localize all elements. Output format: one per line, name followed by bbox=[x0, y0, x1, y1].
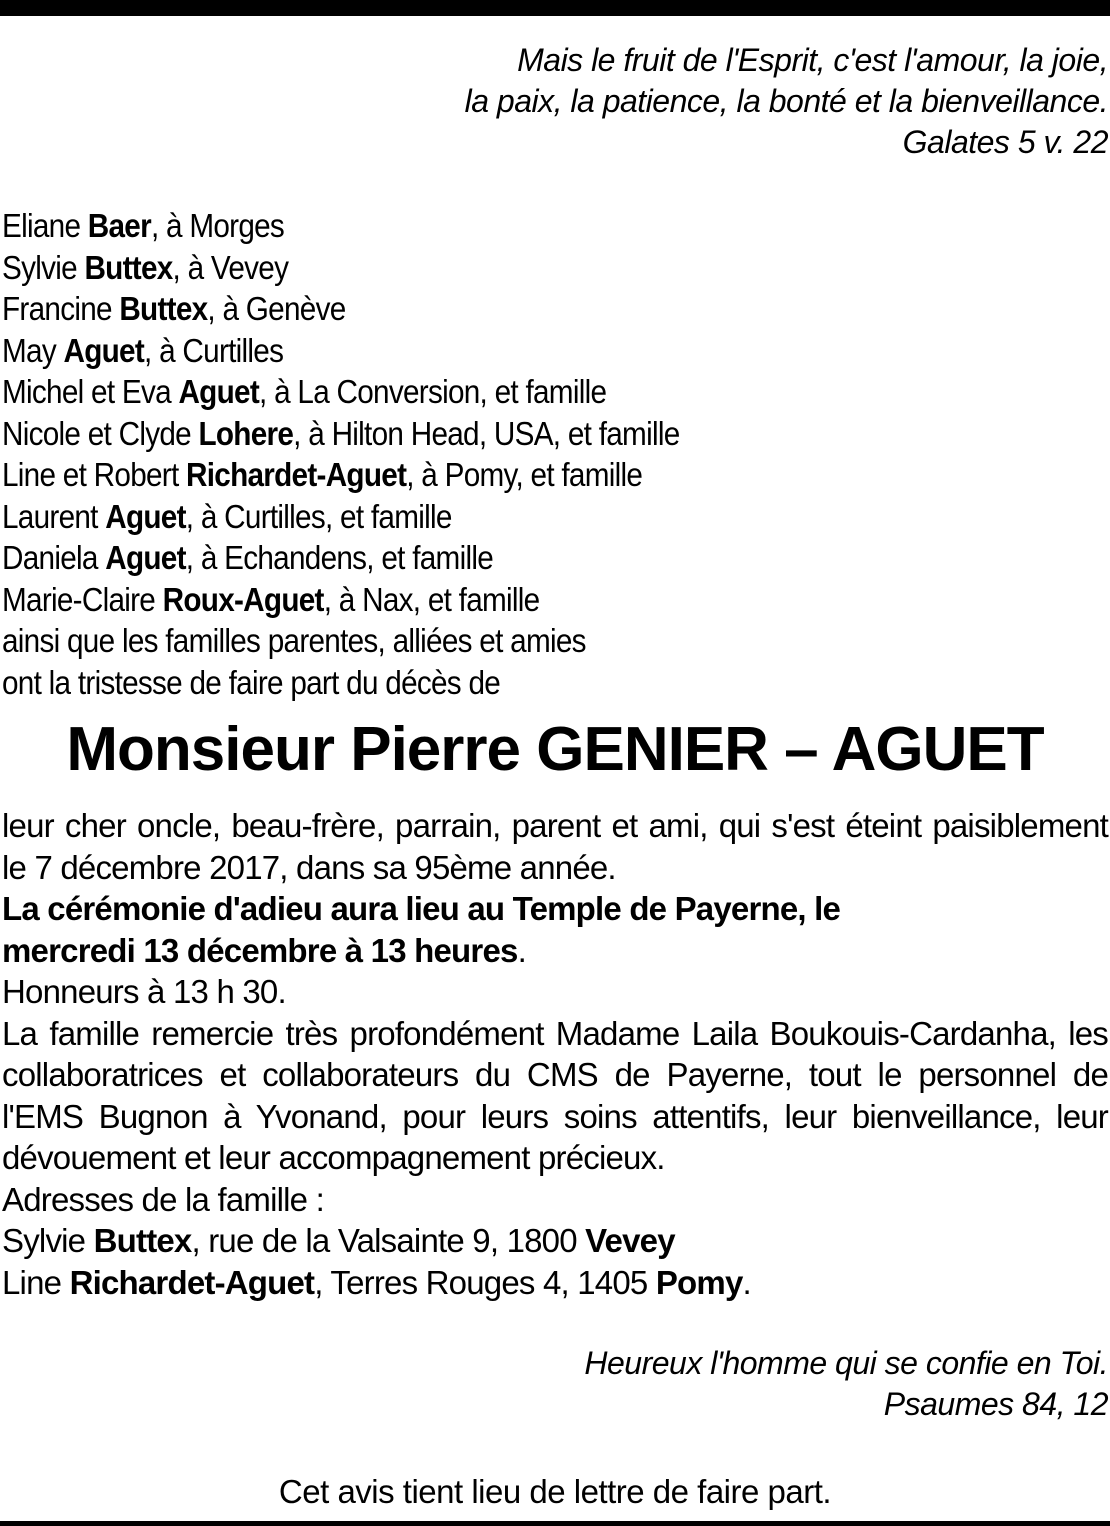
verse-reference: Galates 5 v. 22 bbox=[902, 124, 1108, 160]
closing-verse bbox=[584, 1343, 1108, 1425]
ceremony-line: La cérémonie d'adieu aura lieu au Temple de Payerne, le bbox=[2, 890, 841, 927]
surname: Aguet bbox=[63, 331, 145, 369]
verse-reference: Psaumes 84, 12 bbox=[883, 1386, 1108, 1422]
family-member: Laurent Aguet, à Curtilles, et famille bbox=[2, 497, 452, 535]
family-member: Marie-Claire Roux-Aguet, à Nax, et famille bbox=[2, 580, 540, 618]
family-member: Daniela Aguet, à Echandens, et famille bbox=[2, 539, 494, 576]
family-member: Nicole et Clyde Lohere, à Hilton Head, USA, et famille bbox=[2, 414, 680, 452]
ceremony-line: mercredi 13 décembre à 13 heures. bbox=[2, 931, 526, 969]
surname: Lohere bbox=[198, 414, 294, 452]
footer-note: Cet avis tient lieu de lettre de faire part. bbox=[278, 1473, 832, 1510]
address-line: Line Richardet-Aguet, Terres Rouges 4, 1405 Pomy. bbox=[2, 1263, 751, 1301]
notice-body bbox=[2, 805, 1108, 1303]
addresses-label: Adresses de la famille : bbox=[2, 1180, 324, 1218]
family-closing-line: ont la tristesse de faire part du décès de bbox=[2, 663, 501, 701]
surname: Baer bbox=[87, 207, 151, 244]
family-member: Eliane Baer, à Morges bbox=[2, 207, 285, 244]
intro-paragraph: leur cher oncle, beau-frère, parrain, parent et ami, qui s'est éteint paisiblement le 7 décembre 2017, dans sa 95ème année. bbox=[2, 807, 1108, 886]
verse-line: Mais le fruit de l'Esprit, c'est l'amour, la joie, bbox=[517, 42, 1108, 78]
surname: Aguet bbox=[105, 497, 186, 535]
verse-line: Heureux l'homme qui se confie en Toi. bbox=[584, 1345, 1108, 1381]
family-member: Sylvie Buttex, à Vevey bbox=[2, 248, 289, 286]
family-member: Francine Buttex, à Genève bbox=[2, 290, 346, 327]
bottom-rule bbox=[0, 1521, 1110, 1526]
address-line: Sylvie Buttex, rue de la Valsainte 9, 1800 Vevey bbox=[2, 1222, 675, 1259]
family-member: Line et Robert Richardet-Aguet, à Pomy, et famille bbox=[2, 456, 643, 493]
family-member: Michel et Eva Aguet, à La Conversion, et famille bbox=[2, 373, 607, 410]
surname: Buttex bbox=[84, 248, 173, 286]
thanks-paragraph: La famille remercie très profondément Madame Laila Boukouis-Cardanha, les collaboratrices et collaborateurs du CMS de Payerne, tout le personnel de l'EMS Bugnon à Yvonand, pour leurs soins attentifs, leur bienveillance, leur dévouement et leur accompagnement précieux. bbox=[2, 1014, 1108, 1176]
surname: Buttex bbox=[119, 290, 208, 327]
surname: Aguet bbox=[105, 539, 186, 576]
honneurs-line: Honneurs à 13 h 30. bbox=[2, 973, 286, 1010]
opening-verse bbox=[465, 40, 1108, 163]
family-closing-line: ainsi que les familles parentes, alliées et amies bbox=[2, 622, 586, 659]
verse-line: la paix, la patience, la bonté et la bienveillance. bbox=[464, 83, 1108, 119]
surname: Richardet-Aguet bbox=[186, 456, 407, 493]
family-list bbox=[2, 205, 680, 703]
surname: Aguet bbox=[178, 373, 260, 410]
top-rule bbox=[0, 0, 1110, 16]
deceased-name: Monsieur Pierre GENIER – AGUET bbox=[66, 715, 1044, 784]
surname: Roux-Aguet bbox=[162, 580, 324, 618]
family-member: May Aguet, à Curtilles bbox=[2, 331, 284, 369]
